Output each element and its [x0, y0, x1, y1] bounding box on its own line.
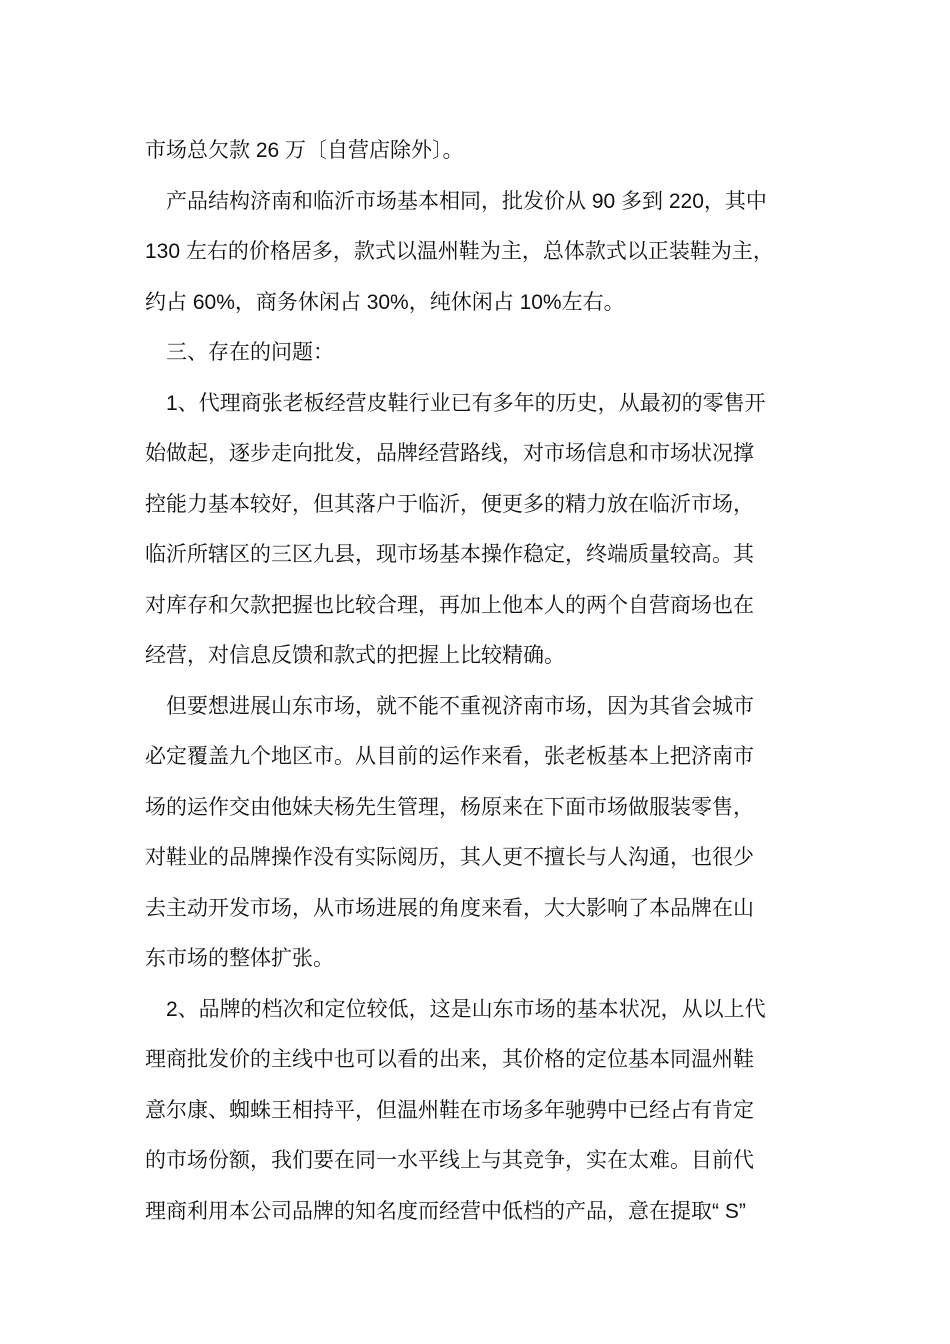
text-line: 东市场的整体扩张。 [145, 947, 334, 970]
text-line: 始做起，逐步走向批发，品牌经营路线，对市场信息和市场状况撑 [145, 442, 754, 465]
text-line: 必定覆盖九个地区市。从目前的运作来看，张老板基本上把济南市 [145, 745, 754, 768]
text-line: 约占 60%，商务休闲占 30%，纯休闲占 10%左右。 [145, 290, 625, 314]
text-line: 理商利用本公司品牌的知名度而经营中低档的产品，意在提取“ S” [145, 1199, 746, 1223]
text-line: 意尔康、蜘蛛王相持平，但温州鞋在市场多年驰骋中已经占有肯定 [145, 1098, 754, 1122]
text-line: 去主动开发市场，从市场进展的角度来看，大大影响了本品牌在山 [145, 896, 754, 920]
text-line: 对库存和欠款把握也比较合理，再加上他本人的两个自营商场也在 [145, 593, 754, 617]
paragraph-first-line: 2、品牌的档次和定位较低，这是山东市场的基本状况，从以上代 [166, 997, 766, 1021]
text-line: 市场总欠款 26 万〔自营店除外〕。 [145, 139, 464, 162]
paragraph-first-line: 但要想进展山东市场，就不能不重视济南市场，因为其省会城市 [166, 694, 754, 718]
body-text [145, 126, 825, 1237]
text-line: 控能力基本较好，但其落户于临沂，便更多的精力放在临沂市场， [145, 492, 754, 516]
text-line: 对鞋业的品牌操作没有实际阅历，其人更不擅长与人沟通，也很少 [145, 846, 754, 869]
text-line: 理商批发价的主线中也可以看的出来，其价格的定位基本同温州鞋 [145, 1048, 754, 1071]
paragraph-first-line: 产品结构济南和临沂市场基本相同，批发价从 90 多到 220，其中 [166, 189, 767, 213]
text-line: 经营，对信息反馈和款式的把握上比较精确。 [145, 644, 565, 667]
section-heading: 三、存在的问题： [166, 341, 334, 364]
paragraph-first-line: 1、代理商张老板经营皮鞋行业已有多年的历史，从最初的零售开 [166, 391, 766, 415]
text-line: 临沂所辖区的三区九县，现市场基本操作稳定，终端质量较高。其 [145, 543, 754, 566]
text-line: 130 左右的价格居多，款式以温州鞋为主，总体款式以正装鞋为主， [145, 240, 774, 263]
text-line: 的市场份额，我们要在同一水平线上与其竞争，实在太难。目前代 [145, 1149, 754, 1172]
text-line: 场的运作交由他妹夫杨先生管理，杨原来在下面市场做服装零售， [145, 795, 754, 819]
